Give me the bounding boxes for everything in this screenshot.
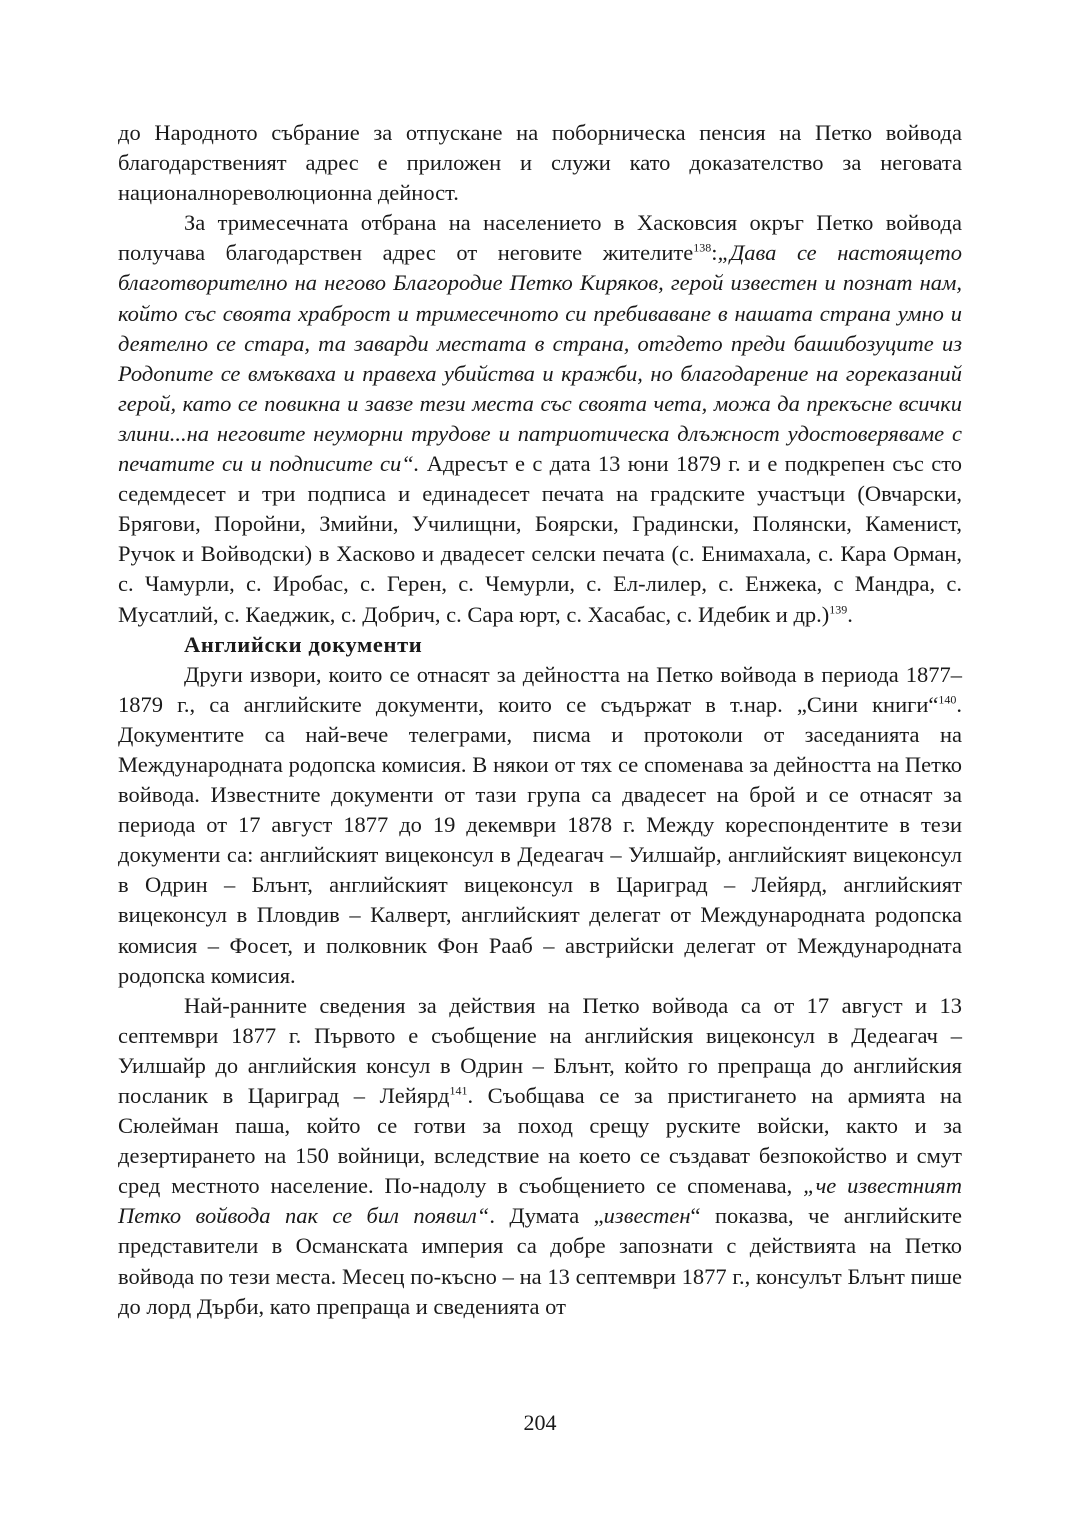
paragraph-1-text: до Народното събрание за отпускане на поборническа пенсия на Петко войвода благодарственият адрес е приложен и служи като доказателство за неговата националнореволюционна дейност. [118,120,962,206]
paragraph-3-text-2: . Документите са най-вече телеграми, писма и протоколи от заседанията на Международната родопска комисия. В някои от тях се споменава за дейността на Петко войвода. Известните документи от тази група са двадесет на брой и се отнасят за периода от 17 август 1877 до 19 декември 1878 г. Между кореспондентите в тези документи са: английският вицеконсул в Дедеагач – Уилшайр, английският вицеконсул в Одрин – Блънт, английският вицеконсул в Цариград – Лейярд, английският вицеконсул в Пловдив – Калверт, английският делегат от Международната родопска комисия – Фосет, и полковник Фон Рааб – австрийски делегат от Международната родопска комисия. [118,691,962,988]
paragraph-4-text-1: Най-ранните сведения за действия на Петко войвода са от 17 август и 13 септември 1877 г. Първото е съобщение на английския вицеконсул в Дедеагач – Уилшайр до английския консул в Одрин – Блънт, който го препраща до английския посланик в Цариград – Лейярд [118,992,962,1108]
footnote-ref-138[interactable]: 138 [693,240,712,255]
paragraph-4 [118,991,962,1322]
word-quote: известен [603,1203,691,1229]
paragraph-3 [118,660,962,991]
footnote-ref-141[interactable]: 141 [449,1083,468,1098]
page-body [118,118,962,1322]
footnote-ref-139[interactable]: 139 [829,602,848,616]
paragraph-2 [118,208,962,629]
page-number: 204 [523,1410,557,1435]
paragraph-2-text-3: Адресът е с дата 13 юни 1879 г. и е подкрепен със сто седемдесет и три подписа и единадесет печата на градските участъци (Овчарски, Брягови, Поройни, Змийни, Училищни, Боярски, Градински, Полянски, Каменист, Ручок и Войводски) в Хасково и двадесет селски печата (с. Енимахала, с. Кара Орман, с. Чамурли, с. Иробас, с. Герен, с. Чемурли, с. Ел-лилер, с. Енжека, с Мандра, с. Мусатлий, с. Каеджик, с. Добрич, с. Сара юрт, с. Хасабас, с. Идебик и др.) [118,451,963,627]
paragraph-2-text-2: : [711,240,718,266]
paragraph-3-text-1: Други извори, които се отнасят за дейността на Петко войвода в периода 1877–1879 г., са английските документи, които се съдържат в т.нар. „Сини книги“ [118,661,962,717]
address-quote: „Дава се настоящето благотворително на негово Благородие Петко Киряков, герой известен и познат нам, който със своята храброст и тримесечното си пребиваване в нашата страна умно и деятелно се стара, та заварди местата в страна, отгдето преди башибозуците из Родопите се вмъкваха и правеха убийства и кражби, но благодарение на гореказаний герой, като се повикна и завзе тези места със своята чета, можа да прекъсне всички злини...на неговите неуморни трудове и патриотическа длъжност удостоверяваме с печатите си и подписите си“. [118,240,962,477]
report-quote: „че известният Петко войвода пак се бил появил“ [118,1173,962,1229]
paragraph-2-text-1: За тримесечната отбрана на населението в Хасковсия окръг Петко войвода получава благодарствен адрес от неговите жителите [118,210,962,266]
paragraph-4-text-3: . Думата „ [489,1203,604,1229]
footnote-ref-140[interactable]: 140 [938,692,957,707]
paragraph-4-text-2: . Съобщава се за пристигането на армията на Сюлейман паша, който се готви за поход срещу руските войски, както и за дезертирането на 150 войници, вследствие на което се създават безпокойство и смут сред местното население. По-надолу в съобщението се споменава, [118,1083,963,1199]
section-heading: Английски документи [184,631,423,657]
paragraph-2-text-4: . [847,601,853,627]
paragraph-4-text-4: “ показва, че английските представители в Османската империя са добре запознати с действията на Петко войвода по тези места. Месец по-късно – на 13 септември 1877 г., консулът Блънт пише до лорд Дърби, като препраща и сведенията от [118,1203,962,1319]
paragraph-1 [118,118,962,208]
